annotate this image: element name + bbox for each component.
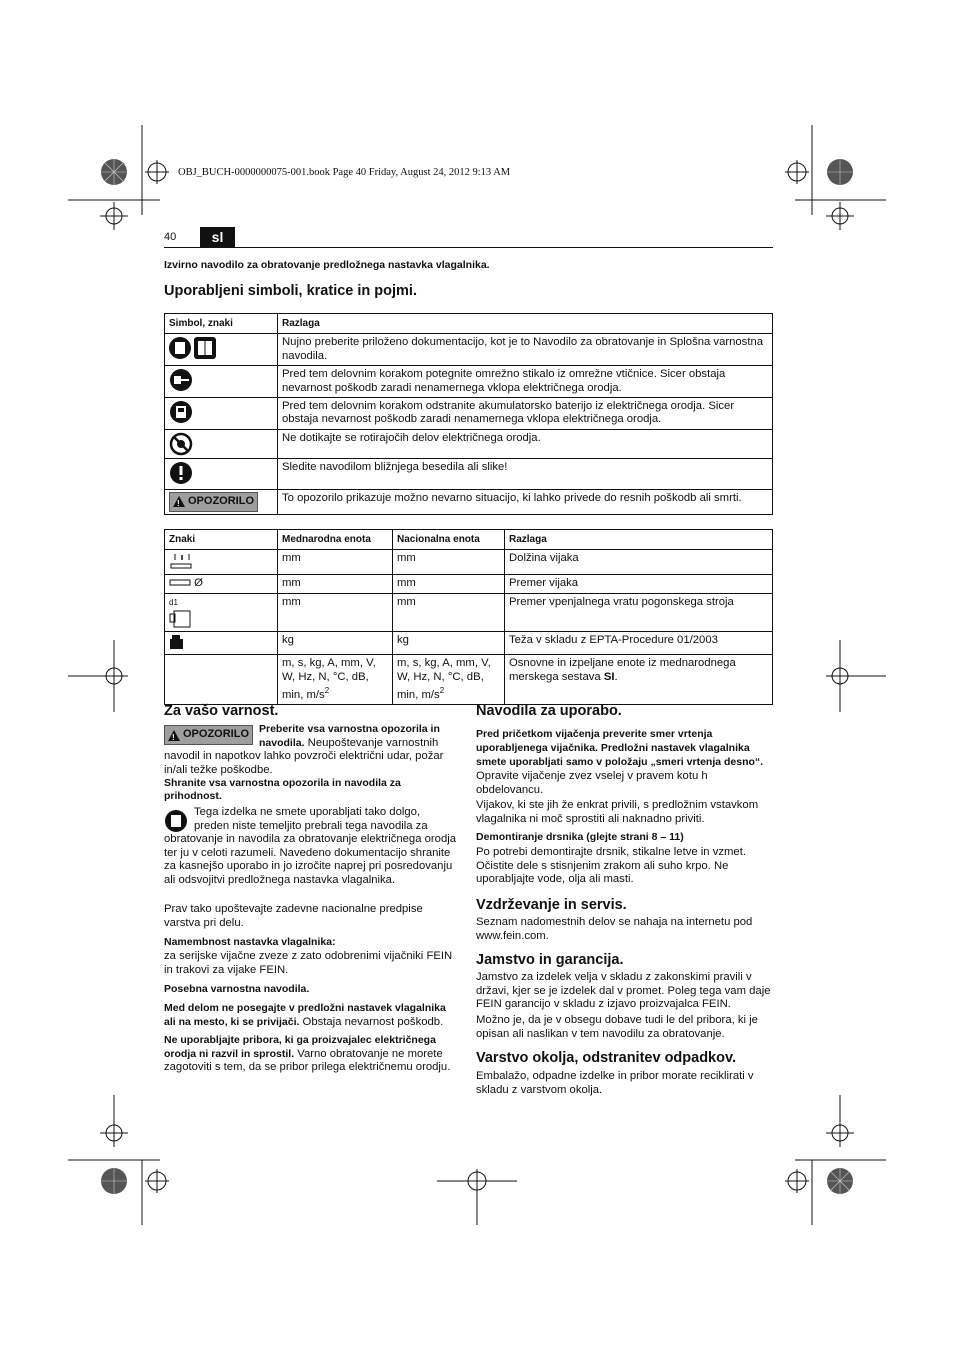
symbols-table (164, 313, 773, 515)
intro-text: Izvirno navodilo za obratovanje predložnega nastavka vlagalnika. (164, 259, 490, 271)
warning-triangle-icon (168, 730, 180, 741)
warning-badge: ! OPOZORILO (164, 725, 253, 745)
symbols-heading: Uporabljeni simboli, kratice in pojmi. (164, 283, 417, 299)
special-safety-p1: Med delom ne posegajte v predložni nastavek vlagalnika ali na mesto, ki se privijači. Obstaja nevarnost poškodb. (164, 1002, 446, 1028)
symbols-row-5-text: Sledite navodilom bližnjega besedila ali slike! (278, 458, 773, 489)
safety-heading: Za vašo varnost. (164, 703, 279, 719)
table-row: kg kg Teža v skladu z EPTA-Procedure 01/2003 (165, 632, 773, 655)
table-row: m, s, kg, A, mm, V, W, Hz, N, °C, dB, min, $m/s^2$ m, s, kg, A, mm, V, W, Hz, N, °C, dB, min, $m/s^2$ Osnovne in izpeljane enote iz mednarodnega merskega sestava SI. (165, 655, 773, 705)
usage-bold-paragraph: Pred pričetkom vijačenja preverite smer vrtenja uporabljenega vijačnika. Predložni nastavek vlagalnika smete uporabljati samo v položaju „smeri vrtenja desno“. (476, 728, 764, 768)
symbols-row-4-text: Ne dotikajte se rotirajočih delov električnega orodja. (278, 429, 773, 458)
usage-p1: Opravite vijačenje zvez vselej v pravem kotu h obdelovancu. (476, 770, 708, 796)
exclamation-icon (169, 461, 193, 485)
read-manual-icon (164, 809, 188, 833)
symbols-row-1-text: Nujno preberite priloženo dokumentacijo, kot je to Navodilo za obratovanje in Splošna varnostna navodila. (278, 334, 773, 366)
safety-warning-paragraph: ! OPOZORILO Preberite vsa varnostna opozorila in navodila. Neupoštevanje varnostnih navodil in napotkov lahko povzroči električni udar, požar in/ali težke poškodbe. (164, 723, 458, 777)
table-row: mm mm Dolžina vijaka (165, 550, 773, 575)
diameter-symbol: Ø (194, 577, 203, 590)
units-header-international: Mednarodna enota (278, 530, 393, 550)
purpose-heading: Namembnost nastavka vlagalnika: (164, 936, 336, 948)
dismount-text: Po potrebi demontirajte drsnik, stikalne letve in vzmet. Očistite dele s stisnjenim zrakom ali suho krpo. Ne uporabljajte vode, olja ali masti. (476, 846, 746, 886)
symbols-header-symbol: Simbol, znaki (165, 314, 278, 334)
units-header-sign: Znaki (165, 530, 278, 550)
warning-triangle-icon (173, 496, 185, 507)
table-row: Ø mm mm Premer vijaka (165, 575, 773, 593)
do-not-touch-icon (169, 432, 193, 456)
national-rules-paragraph: Prav tako upoštevajte zadevne nacionalne predpise varstva pri delu. (164, 903, 423, 929)
units-table (164, 529, 773, 705)
units-header-national: Nacionalna enota (393, 530, 505, 550)
usage-p2: Vijakov, ki ste jih že enkrat privili, s predložnim vstavkom vlagalnika ni moč sprostiti ali naknadno priviti. (476, 799, 759, 825)
print-line: OBJ_BUCH-0000000075-001.book Page 40 Friday, August 24, 2012 9:13 AM (178, 167, 511, 178)
environment-heading: Varstvo okolja, odstranitev odpadkov. (476, 1050, 736, 1066)
screw-length-icon (169, 552, 195, 572)
warning-badge: ! OPOZORILO (169, 492, 258, 512)
remove-battery-icon (169, 400, 193, 424)
symbols-row-3-text: Pred tem delovnim korakom odstranite akumulatorsko baterijo iz električnega orodja. Sicer obstaja nevarnost poškodb zaradi nenamernega vklopa električnega orodja. (278, 398, 773, 430)
purpose-text: za serijske vijačne zveze z zato odobrenimi vijačniki FEIN in trakovi za vijake FEIN. (164, 950, 453, 976)
table-row: d1 mm mm Premer vpenjalnega vratu pogonskega stroja (165, 593, 773, 631)
usage-heading: Navodila za uporabo. (476, 703, 622, 719)
symbols-row-6-text: To opozorilo prikazuje možno nevarno situacijo, ki lahko privede do resnih poškodb ali smrti. (278, 489, 773, 514)
warranty-heading: Jamstvo in garancija. (476, 952, 624, 968)
screw-diameter-icon (169, 578, 191, 588)
language-tab: sl (200, 227, 235, 247)
environment-text: Embalažo, odpadne izdelke in pribor morate reciklirati v skladu z varstvom okolja. (476, 1070, 754, 1096)
symbols-header-explanation: Razlaga (278, 314, 773, 334)
read-manual-icon (169, 336, 217, 360)
symbols-row-2-text: Pred tem delovnim korakom potegnite omrežno stikalo iz omrežne vtičnice. Sicer obstaja nevarnost poškodb zaradi nenamernega vklopa električnega orodja. (278, 366, 773, 398)
keep-instructions: Shranite vsa varnostna opozorila in navodila za prihodnost. (164, 777, 401, 803)
service-text: Seznam nadomestnih delov se nahaja na internetu pod www.fein.com. (476, 916, 753, 942)
special-safety-heading: Posebna varnostna navodila. (164, 983, 310, 995)
special-safety-p2: Ne uporabljajte pribora, ki ga proizvajalec električnega orodja ni razvil in sprostil. Varno obratovanje ne morete zagotoviti s tem, da se pribor prilega električnemu orodju. (164, 1034, 451, 1074)
read-manual-paragraph: Tega izdelka ne smete uporabljati tako dolgo, preden niste temeljito prebrali tega navodila za obratovanje in navodila za obratovanje električnega orodja ter ju v celoti razumeli. Navedeno dokumentacijo shranite za kasnejšo uporabo in jo izročite naprej pri posredovanju ali odsvojitvi predložnega nastavka vlagalnika. (164, 806, 457, 886)
weight-icon (169, 634, 185, 650)
d1-label: d1 (169, 597, 178, 607)
header-rule (164, 247, 773, 248)
collar-diameter-icon (169, 609, 191, 629)
page-number: 40 (164, 231, 177, 243)
dismount-heading: Demontiranje drsnika (glejte strani 8 – 11) (476, 831, 684, 843)
service-heading: Vzdrževanje in servis. (476, 897, 627, 913)
unplug-icon (169, 368, 193, 392)
units-header-explanation: Razlaga (505, 530, 773, 550)
warranty-p1: Jamstvo za izdelek velja v skladu z zakonskimi pravili v državi, kjer se je izdelek dal v promet. Poleg tega vam daje FEIN garancijo v skladu z izjavo proizvajalca FEIN. (476, 971, 771, 1011)
warranty-p2: Možno je, da je v obsegu dobave tudi le del pribora, ki je opisan ali naslikan v tem navodilu za obratovanje. (476, 1014, 758, 1040)
